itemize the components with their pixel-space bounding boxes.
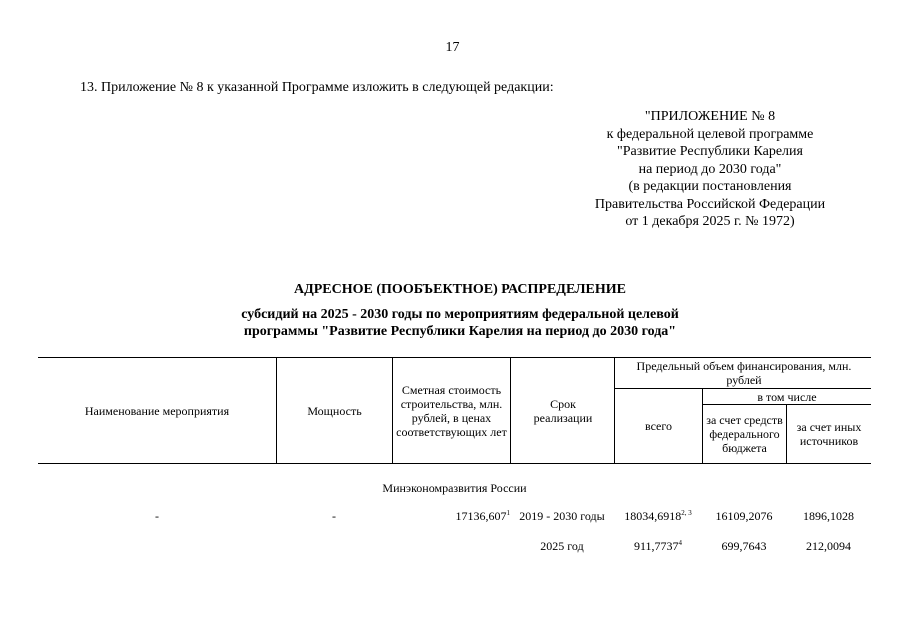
appendix-header-line: (в редакции постановления (628, 179, 792, 194)
row2-total (614, 539, 702, 554)
document-subtitle (0, 306, 905, 340)
appendix-header-line: "ПРИЛОЖЕНИЕ № 8 (644, 109, 776, 124)
appendix-header-line: на период до 2030 года" (638, 161, 782, 177)
row2-other: 212,0094 (806, 539, 851, 553)
appendix-header (560, 108, 860, 231)
header-cost: Сметная стоимость строительства, млн. рублей, в ценах соответствующих лет (396, 382, 507, 439)
row1-period: 2019 - 2030 годы (519, 509, 605, 523)
row1-cost-footnote: 1 (506, 509, 510, 517)
appendix-header-line: "Развитие Республики Карелия (617, 144, 803, 159)
row1-capacity: - (332, 509, 336, 523)
header-name: Наименование мероприятия (84, 403, 230, 418)
subtitle-line: программы "Развитие Республики Карелия на период до 2030 года" (243, 324, 677, 339)
row1-other: 1896,1028 (803, 509, 854, 523)
header-funding: Предельный объем финансирования, млн. рублей (636, 359, 852, 387)
table-header-bottom-border (38, 463, 871, 464)
header-other: за счет иных источников (796, 420, 862, 448)
header-total: всего (644, 419, 673, 433)
row1-federal: 16109,2076 (715, 509, 773, 523)
row2-federal: 699,7643 (721, 539, 767, 553)
row2-period: 2025 год (540, 539, 584, 553)
row1-total (614, 509, 702, 524)
ministry-label: Минэкономразвития России (382, 481, 527, 495)
row1-name: - (155, 509, 159, 523)
column-divider (510, 357, 511, 463)
page-number: 17 (445, 40, 460, 55)
row2-total-value: 911,7737 (633, 539, 679, 553)
row1-total-footnote: 2, 3 (681, 509, 692, 517)
header-federal: за счет средств федерального бюджета (706, 413, 783, 455)
header-capacity: Мощность (307, 403, 362, 418)
row1-cost (392, 509, 510, 524)
appendix-header-line: Правительства Российской Федерации (594, 196, 826, 212)
header-including: в том числе (757, 389, 817, 404)
row1-cost-value: 17136,607 (455, 509, 507, 523)
document-title: АДРЕСНОЕ (ПООБЪЕКТНОЕ) РАСПРЕДЕЛЕНИЕ (294, 282, 626, 297)
amendment-item-text: 13. Приложение № 8 к указанной Программе изложить в следующей редакции: (80, 80, 554, 95)
row2-total-footnote: 4 (678, 539, 683, 547)
header-period: Срок реализации (533, 396, 593, 425)
row1-total-value: 18034,6918 (624, 509, 682, 523)
appendix-header-line: к федеральной целевой программе (606, 126, 814, 142)
column-divider (392, 357, 393, 463)
appendix-header-line: от 1 декабря 2025 г. № 1972) (625, 214, 795, 229)
subtitle-line: субсидий на 2025 - 2030 годы по мероприятиям федеральной целевой (241, 307, 679, 322)
